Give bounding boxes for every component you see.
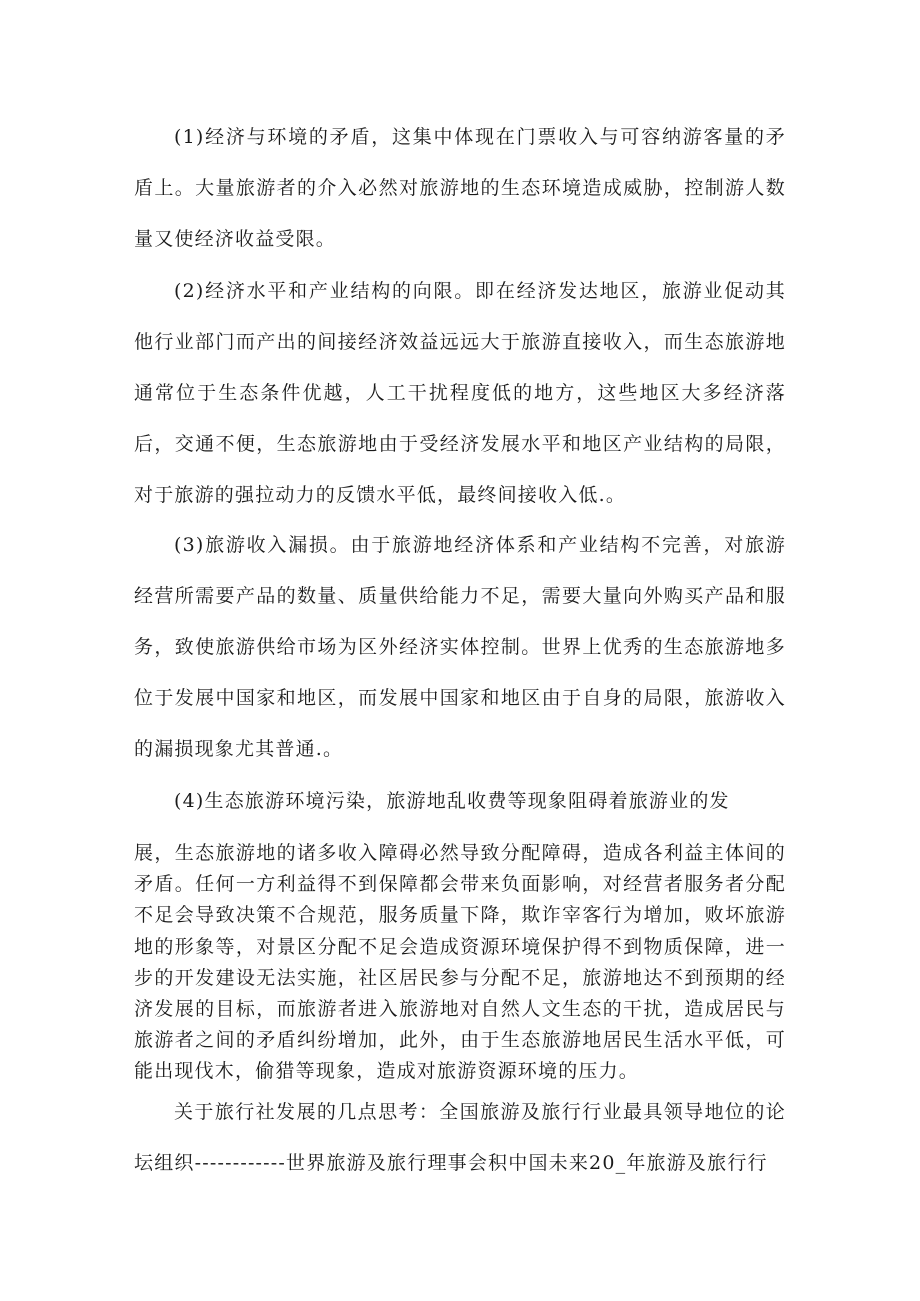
paragraph-2: (2)经济水平和产业结构的向限。即在经济发达地区，旅游业促动其他行业部门而产出的间接经济效益远远大于旅游直接收入，而生态旅游地通常位于生态条件优越，人工干扰程度低的地方，这些地区大多经济落后，交通不便，生态旅游地由于受经济发展水平和地区产业结构的局限，对于旅游的强拉动力的反馈水平低，最终间接收入低.。 — [134, 280, 786, 506]
paragraph-5: 关于旅行社发展的几点思考：全国旅游及旅行行业最具领导地位的论坛组织------------世界旅游及旅行理事会积中国未来20_年旅游及旅行行 — [134, 1101, 786, 1174]
paragraph-3: (3)旅游收入漏损。由于旅游地经济体系和产业结构不完善，对旅游经营所需要产品的数量、质量供给能力不足，需要大量向外购买产品和服务，致使旅游供给市场为区外经济实体控制。世界上优秀的生态旅游地多位于发展中国家和地区，而发展中国家和地区由于自身的局限，旅游收入的漏损现象尤其普通.。 — [134, 534, 786, 760]
paragraph-4-body: 展，生态旅游地的诸多收入障碍必然导致分配障碍，造成各利益主体间的矛盾。任何一方利益得不到保障都会带来负面影响，对经营者服务者分配不足会导致决策不合规范，服务质量下降，欺诈宰客行为增加，败坏旅游地的形象等，对景区分配不足会造成资源环境保护得不到物质保障，进一步的开发建设无法实施，社区居民参与分配不足，旅游地达不到预期的经济发展的目标，而旅游者进入旅游地对自然人文生态的干扰，造成居民与旅游者之间的矛盾纠纷增加，此外，由于生态旅游地居民生活水平低，可能出现伐木，偷猎等现象，造成对旅游资源环境的压力。 — [134, 842, 786, 1083]
paragraph-4-heading: (4)生态旅游环境污染，旅游地乱收费等现象阻碍着旅游业的发 — [174, 790, 730, 812]
paragraph-1: (1)经济与环境的矛盾，这集中体现在门票收入与可容纳游客量的矛盾上。大量旅游者的介入必然对旅游地的生态环境造成威胁，控制游人数量又使经济收益受限。 — [134, 126, 786, 250]
